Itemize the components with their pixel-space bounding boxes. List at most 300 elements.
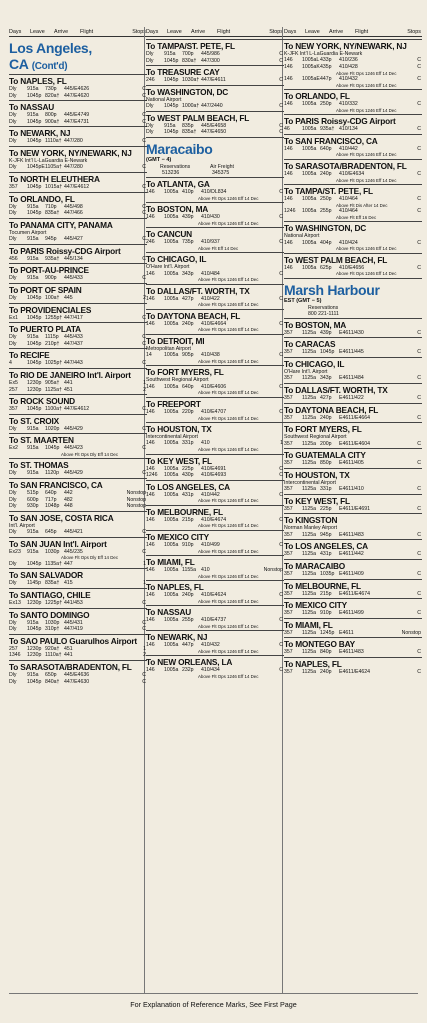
flight-days: 146	[146, 295, 155, 302]
flight-row	[9, 184, 147, 191]
flight-number: 447/280	[64, 138, 83, 145]
flight-depart: 1230p	[27, 600, 42, 607]
freight-label: Air Freight	[210, 163, 234, 170]
flight-depart: 915a	[27, 86, 39, 92]
destination-title: To PORT-AU-PRINCE	[9, 265, 89, 276]
route-entry	[9, 244, 147, 264]
flight-row	[284, 415, 422, 422]
route-entry	[9, 588, 147, 608]
flight-depart: 915a	[27, 112, 39, 119]
destination-title: To NEW ORLEANS, LA	[146, 657, 233, 668]
flight-number: E4611/E4624	[339, 668, 371, 675]
flight-arrive: 920a†	[45, 645, 60, 652]
flight-stops: C	[417, 349, 421, 356]
flight-row	[146, 352, 284, 359]
flight-stops: C	[417, 440, 421, 447]
flight-arrive: 840p	[320, 649, 332, 656]
route-entry	[146, 65, 284, 85]
flight-stops: C	[279, 592, 283, 599]
route-entry	[284, 114, 422, 134]
schedule-note: Above Flt Ops 1246 Eff 14 Dec	[336, 82, 397, 88]
flight-row	[146, 592, 284, 599]
flight-row	[284, 630, 422, 637]
flight-number: 447/E4620	[64, 92, 90, 99]
flight-days: 146	[284, 264, 293, 271]
flight-arrive: 910p	[182, 541, 194, 548]
flight-row	[9, 470, 147, 477]
flight-depart: 1125a	[302, 668, 317, 675]
city-heading-los-angeles	[9, 41, 147, 74]
flight-row	[146, 189, 284, 196]
flight-stops: C	[417, 57, 421, 64]
schedule-note: Above Flt Ops 1246 Eff 14 Dec	[336, 70, 397, 76]
flight-arrive: 447p	[182, 642, 194, 649]
route-entry	[284, 184, 422, 221]
schedule-note: Above Flt Ops 1246 Eff 14 Dec	[336, 271, 397, 277]
flight-number: 410/937	[201, 239, 220, 246]
flight-stops: C	[417, 239, 421, 246]
flight-stops: C	[279, 320, 283, 327]
flight-number: 410/E4691	[201, 465, 227, 472]
flight-row	[9, 86, 147, 93]
flight-depart: 1005a	[164, 491, 179, 498]
flight-depart: 915a	[27, 529, 39, 536]
flight-arrive: 1045p	[45, 445, 60, 452]
flight-days: 146	[284, 101, 293, 108]
route-entry	[284, 448, 422, 468]
destination-title: To NASSAU	[146, 607, 192, 618]
route-entry	[9, 283, 147, 303]
flight-stops: C	[279, 667, 283, 674]
route-entry	[146, 227, 284, 252]
flight-row	[146, 239, 284, 246]
destination-title: To SAO PAULO Guarulhos Airport	[9, 635, 137, 646]
flight-number: 410/464	[339, 208, 358, 215]
schedule-note: Above Flt Ops 1246 Eff 14 Dec	[336, 107, 397, 113]
flight-row	[284, 196, 422, 203]
flight-days: Dly	[9, 138, 17, 145]
destination-title: To BOSTON, MA	[284, 319, 347, 330]
destination-title: To KEY WEST, FL	[284, 495, 350, 506]
destination-title: To MIAMI, FL	[284, 619, 333, 630]
flight-row	[146, 271, 284, 278]
flight-number: 410	[201, 567, 210, 573]
header-arrive: Arrive	[191, 29, 206, 35]
flight-stops: C	[417, 649, 421, 656]
flight-stops: C	[142, 314, 146, 321]
reservations-number: 513236	[162, 169, 180, 176]
flight-depart: 1045p	[27, 678, 42, 685]
flight-depart: 1045p	[164, 77, 179, 84]
flight-number: E4611/E4691	[339, 505, 371, 512]
flight-depart: 1125a	[302, 531, 317, 538]
flight-stops: C	[417, 460, 421, 467]
route-entry	[284, 253, 422, 278]
flight-depart: 1005a	[164, 188, 179, 195]
flight-depart: 915a	[27, 236, 39, 243]
route-entry	[146, 39, 284, 65]
flight-stops: C	[417, 76, 421, 83]
destination-title: To NEW YORK, NY/NEWARK, NJ	[284, 41, 407, 51]
destination-title: To TAMPA/ST. PETE, FL	[284, 186, 373, 197]
route-entry	[9, 568, 147, 588]
flight-arrive: 640p	[45, 489, 57, 496]
route-entry	[284, 337, 422, 357]
flight-stops: Nonstop	[401, 629, 421, 636]
flight-days: 357	[284, 460, 293, 467]
flight-row	[146, 466, 284, 473]
destination-title: To NEWARK, NJ	[9, 128, 71, 139]
flight-stops: C	[417, 170, 421, 177]
flight-days: Dly	[9, 489, 17, 496]
flight-days: Dly	[9, 580, 17, 587]
header-leave: Leave	[305, 29, 320, 35]
flight-arrive: 625p	[320, 264, 332, 271]
flight-days: 146	[146, 541, 155, 548]
schedule-note: Above Flt Ops 1246 Eff 14 Dec	[198, 447, 259, 453]
header-arrive: Arrive	[329, 29, 344, 35]
flight-depart: 1005a	[302, 126, 317, 133]
flight-depart: 915a	[27, 470, 39, 477]
flight-arrive: 1030p	[45, 548, 60, 555]
route-entry	[146, 202, 284, 227]
route-entry	[9, 478, 147, 511]
flight-number: 447	[64, 560, 73, 567]
flight-days: 146	[146, 465, 155, 472]
route-entry	[284, 403, 422, 423]
destination-title: To TAMPA/ST. PETE, FL	[146, 41, 235, 51]
flight-number: 410/E4737	[201, 617, 227, 624]
flight-row	[9, 204, 147, 211]
flight-stops: C	[142, 112, 146, 119]
flight-arrive: 220p	[182, 408, 194, 415]
header-stops: Stops	[407, 29, 421, 35]
flight-row	[284, 330, 422, 337]
flight-depart: 1005a	[164, 516, 179, 523]
route-entry	[284, 318, 422, 338]
airport-subtitle: Intercontinental Airport	[146, 434, 198, 441]
flight-stops: C	[417, 395, 421, 402]
flight-arrive: 905p	[182, 352, 194, 359]
airport-subtitle: O'Hare Int'l. Airport	[284, 369, 328, 376]
flight-arrive: 210p†	[45, 340, 60, 347]
flight-depart: 1125a	[302, 414, 317, 421]
flight-number: 447/443	[64, 360, 83, 367]
flight-number: E4611/E4604	[339, 440, 371, 447]
flight-number: 410/E4606	[201, 383, 227, 390]
header-stops: Stops	[269, 29, 283, 35]
flight-number: 445/433	[64, 334, 83, 341]
flight-number: 410/E4624	[201, 592, 227, 599]
header-days: Days	[146, 29, 159, 35]
destination-title: To SAN JUAN Int'l. Airport	[9, 538, 107, 549]
flight-arrive: 640p	[320, 145, 332, 152]
flight-arrive: 410p	[182, 188, 194, 195]
freight-number: 345375	[212, 169, 230, 176]
flight-depart: 1045p	[27, 626, 42, 633]
flight-arrive: 935a†	[45, 255, 60, 262]
flight-stops: C	[279, 295, 283, 302]
destination-title: To PROVIDENCIALES	[9, 304, 92, 315]
flight-arrive: 835a†	[45, 580, 60, 587]
destination-title: To CHICAGO, IL	[146, 254, 207, 265]
flight-stops: 1	[143, 379, 146, 386]
flight-arrive: 730p	[45, 86, 57, 92]
destination-title: To NAPLES, FL	[146, 582, 204, 593]
route-entry	[284, 221, 422, 253]
flight-depart: 915a	[164, 51, 176, 57]
route-entry	[9, 348, 147, 368]
flight-row	[284, 591, 422, 598]
column-header	[9, 25, 147, 37]
flight-stops: C	[142, 672, 146, 678]
flight-arrive: 835a†	[45, 210, 60, 217]
destination-title: To SANTIAGO, CHILE	[9, 590, 91, 601]
airport-subtitle: Intercontinental Airport	[284, 479, 336, 486]
flight-stops: 2	[143, 294, 146, 301]
route-entry	[146, 397, 284, 422]
flight-row	[9, 236, 147, 243]
flight-row	[146, 409, 284, 416]
schedule-note: Above Flt Ops 1246 Eff 14 Dec	[198, 648, 259, 654]
flight-arrive: 1245p	[320, 629, 335, 636]
reservations-number: 800 221-1111	[308, 310, 339, 317]
flight-arrive: 215p	[320, 590, 332, 597]
schedule-note: Above Flt Dis After 14 Dec	[336, 202, 388, 208]
schedule-note: Above Flt Ops 1246 Eff 14 Dec	[198, 523, 259, 529]
flight-row	[284, 460, 422, 467]
flight-arrive: 640p	[182, 383, 194, 390]
flight-days: 146	[146, 320, 155, 327]
flight-days: Ex1	[9, 314, 18, 321]
flight-number: 410/434	[201, 667, 220, 674]
flight-row	[9, 406, 147, 413]
flight-number: E4611/499	[339, 610, 364, 617]
flight-row	[9, 138, 147, 145]
flight-depart: 1005a	[164, 667, 179, 674]
flight-depart: 1005a	[302, 170, 317, 177]
destination-title: To SARASOTA/BRADENTON, FL	[9, 662, 132, 672]
flight-arrive: 215p	[182, 516, 194, 523]
flight-number: E4611/E4674	[339, 590, 371, 597]
flight-stops: C	[417, 486, 421, 493]
airport-subtitle: K-JFK Int'l L-LaGuardia E-Newark	[9, 157, 88, 164]
flight-depart: 915a	[164, 122, 176, 129]
timezone: EST (GMT − 5)	[284, 297, 322, 304]
flight-depart: 1005a	[302, 101, 317, 108]
flight-arrive: 905a†	[45, 379, 60, 386]
flight-days: Dly	[9, 203, 17, 210]
flight-row	[146, 517, 284, 524]
flight-stops: C	[142, 183, 146, 190]
destination-title: To WASHINGTON, DC	[284, 223, 367, 234]
schedule-note: Above Flt Ops Dly Eff 14 Dec	[61, 555, 119, 561]
flight-days: Dly	[9, 86, 17, 92]
flight-row	[9, 529, 147, 536]
flight-row	[146, 77, 284, 84]
flight-row	[146, 440, 284, 447]
flight-row	[9, 679, 147, 686]
flight-arrive: 100a†	[45, 294, 60, 301]
footer-note: For Explanation of Reference Marks, See First Page	[130, 1000, 297, 1009]
flight-stops: C	[279, 188, 283, 195]
flight-depart: 1230p	[27, 645, 42, 652]
flight-arrive: 430p	[182, 472, 194, 479]
flight-depart: 1125a	[302, 395, 317, 402]
flight-days: 146	[284, 170, 293, 177]
destination-title: To CHICAGO, IL	[284, 359, 345, 370]
flight-arrive: 225p	[320, 505, 332, 512]
schedule-note: Above Flt Ops 1246 Eff 14 Dec	[198, 573, 259, 579]
route-entry	[284, 159, 422, 184]
flight-days: 357	[284, 375, 293, 382]
reservations-label: Reservations	[308, 304, 339, 311]
flight-number: E4611/442	[339, 551, 364, 558]
flight-days: 146	[146, 383, 155, 390]
column-2	[146, 39, 284, 1006]
flight-arrive: 710p	[45, 203, 57, 210]
flight-arrive: 1035p	[320, 571, 335, 577]
route-entry	[284, 579, 422, 599]
route-entry	[284, 383, 422, 403]
flight-depart: 1045p	[164, 129, 179, 136]
flight-days: 146	[146, 592, 155, 599]
airport-subtitle: Int'l. Airport	[9, 522, 35, 529]
route-entry	[284, 357, 422, 383]
flight-arrive: 1255p†	[45, 314, 63, 321]
flight-days: Ex23	[9, 548, 21, 555]
flight-depart: 1045p	[27, 210, 42, 217]
destination-title: To PARIS Roissy-CDG Airport	[9, 245, 121, 256]
flight-row	[146, 472, 284, 479]
flight-arrive: 255p	[182, 617, 194, 624]
flight-stops: C	[142, 470, 146, 477]
destination-title: To MEXICO CITY	[146, 531, 209, 542]
destination-title: To LOS ANGELES, CA	[284, 541, 368, 552]
flight-days: 146	[284, 57, 293, 64]
flight-depart: 1125a	[302, 610, 317, 617]
flight-days: 1346	[9, 652, 21, 659]
flight-number: 410/424	[339, 239, 358, 246]
flight-stops: C	[279, 270, 283, 277]
flight-stops: C	[417, 505, 421, 512]
flight-row	[284, 126, 422, 133]
flight-stops: C	[279, 57, 283, 64]
flight-number: 410/E4693	[201, 472, 227, 479]
flight-row	[146, 103, 284, 110]
flight-depart: 1045p	[27, 340, 42, 347]
header-flight: Flight	[355, 29, 369, 35]
schedule-note: Above Flt Ops 1246 Eff 14 Dec	[198, 195, 259, 201]
flight-arrive: 1125a†	[45, 386, 62, 393]
flight-arrive: 1115p	[45, 334, 59, 341]
destination-title: To ORLANDO, FL	[9, 193, 75, 204]
flight-row	[146, 214, 284, 221]
flight-arrive: 331p	[320, 486, 332, 493]
flight-arrive: 1045p	[320, 349, 335, 356]
flight-arrive: 735p	[182, 239, 194, 246]
route-entry	[9, 263, 147, 283]
flight-depart: 1005a	[164, 567, 179, 573]
flight-days: Dly	[9, 678, 17, 685]
flight-row	[284, 64, 422, 71]
route-entry	[146, 177, 284, 202]
flight-days: Dly	[146, 57, 154, 64]
flight-number: 410/432	[201, 642, 220, 649]
flight-arrive: 835p	[182, 122, 194, 129]
flight-number: 410/DL834	[201, 188, 227, 195]
flight-arrive: 447p	[320, 76, 332, 83]
header-leave: Leave	[167, 29, 182, 35]
flight-stops: Nonstop	[126, 503, 146, 510]
flight-number: E4611/483	[339, 649, 364, 656]
flight-depart: 1005a	[164, 440, 179, 447]
flight-arrive: 1135a†	[45, 560, 62, 567]
schedule-note: Above Flt Ops 1246 Eff 14 Dec	[198, 415, 259, 421]
flight-number: 447/E4630	[64, 678, 90, 685]
route-entry	[146, 284, 284, 309]
flight-row	[9, 426, 147, 433]
flight-depart: 1125a	[302, 440, 317, 447]
flight-days: Dly	[9, 275, 17, 282]
destination-title: To NEW YORK, NY/NEWARK, NJ	[9, 147, 132, 158]
flight-stops: C	[417, 668, 421, 675]
flight-stops: C	[279, 642, 283, 649]
flight-arrive: 404p	[320, 239, 332, 246]
flight-row	[9, 549, 147, 556]
route-entry	[284, 422, 422, 448]
flight-row	[284, 76, 422, 83]
flight-days: Dly	[9, 470, 17, 477]
flight-days: Dly	[9, 425, 17, 432]
header-flight: Flight	[80, 29, 94, 35]
route-entry	[9, 218, 147, 244]
flight-days: Dly	[9, 334, 17, 341]
flight-arrive: 310p†	[45, 626, 60, 633]
flight-row	[284, 265, 422, 272]
flight-number: 447/300	[201, 57, 220, 64]
flight-arrive: 240p	[320, 414, 332, 421]
flight-arrive: 1120p	[45, 470, 60, 477]
flight-number: 445/134	[64, 255, 83, 262]
destination-title: To FORT MYERS, FL	[284, 424, 362, 435]
flight-number: 447/E4731	[64, 118, 90, 125]
flight-days: 456	[9, 255, 18, 262]
route-entry	[146, 655, 284, 680]
destination-title: To DAYTONA BEACH, FL	[284, 404, 379, 415]
route-entry	[284, 513, 422, 539]
flight-stops: C	[142, 678, 146, 685]
header-flight: Flight	[217, 29, 231, 35]
route-entry	[9, 74, 147, 100]
destination-title: To DETROIT, MI	[146, 335, 205, 346]
flight-depart: 1125a	[302, 649, 317, 656]
destination-title: To PANAMA CITY, PANAMA	[9, 219, 113, 230]
contact-numbers	[298, 305, 422, 318]
flight-depart: 1005a	[302, 264, 317, 271]
route-entry	[9, 322, 147, 348]
flight-depart: 1005a	[164, 214, 179, 221]
destination-title: To PORT OF SPAIN	[9, 284, 82, 295]
flight-days: 357	[284, 440, 293, 447]
destination-title: To WASHINGTON, DC	[146, 86, 229, 97]
airport-subtitle: K-JFK Int'l L-LaGuardia E-Newark	[284, 51, 363, 57]
flight-number: 441	[64, 652, 73, 659]
flight-depart: 600p	[27, 496, 39, 503]
flight-number: 415	[64, 580, 73, 587]
flight-number: 410/428	[339, 64, 358, 70]
flight-days: 146	[284, 76, 293, 83]
